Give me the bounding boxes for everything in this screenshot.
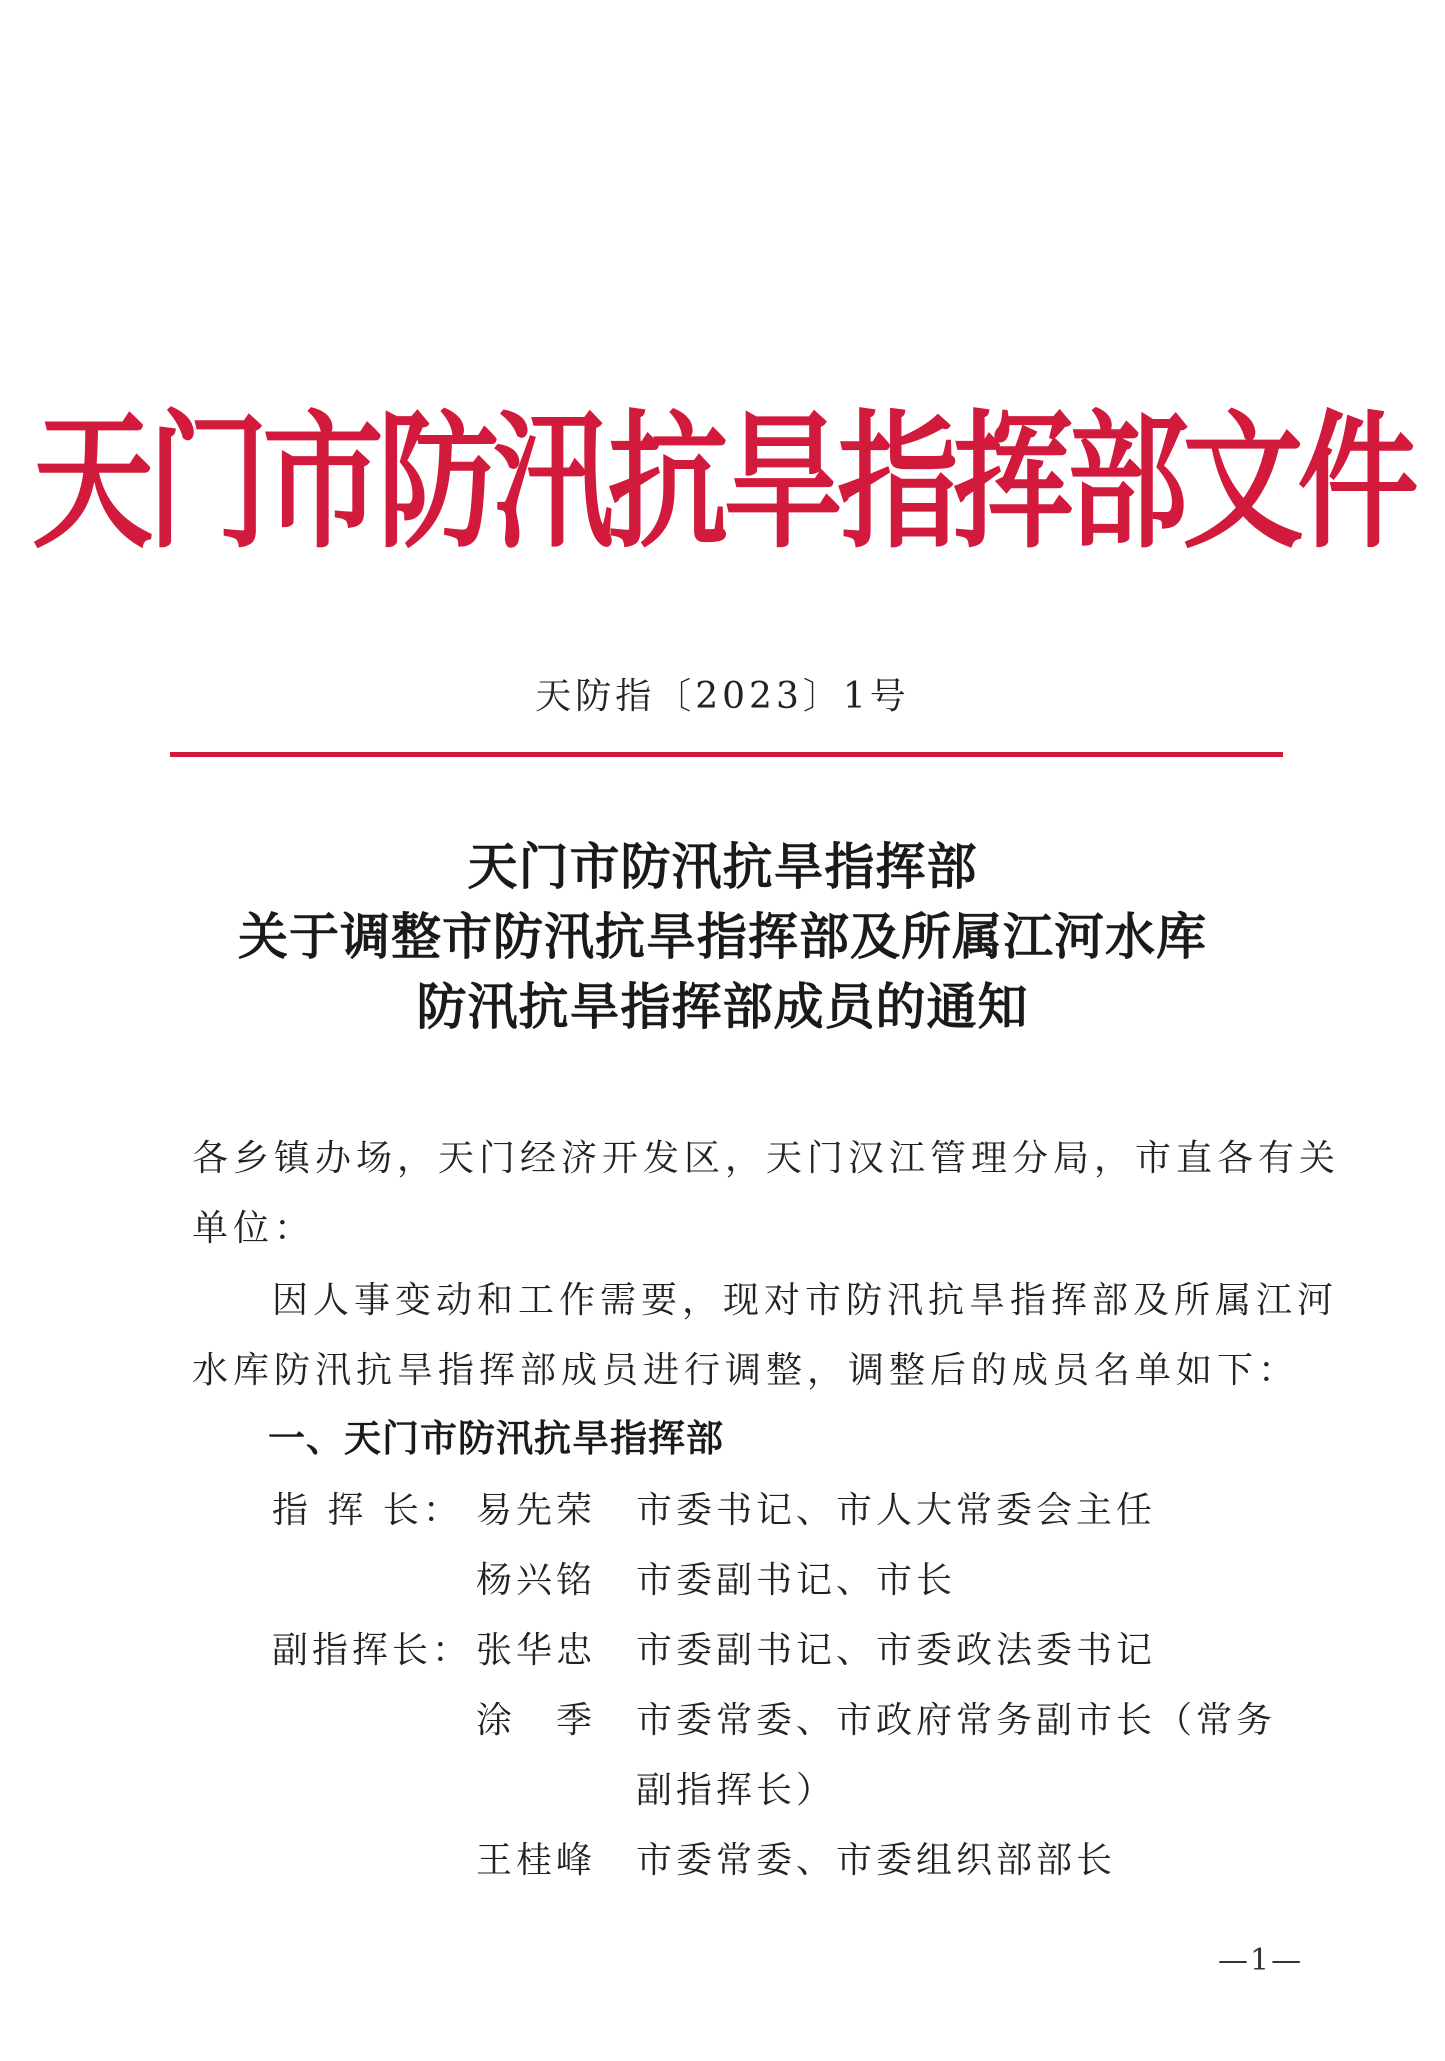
addressee-line-2: 单位： xyxy=(192,1208,316,1249)
member-name: 杨兴铭 xyxy=(476,1560,597,1601)
red-divider-line xyxy=(170,752,1283,757)
title-line-1: 天门市防汛抗旱指挥部 xyxy=(467,837,978,896)
member-name: 涂 季 xyxy=(476,1700,597,1741)
member-post: 副指挥长） xyxy=(636,1770,837,1811)
member-post: 市委常委、市政府常务副市长（常务 xyxy=(636,1700,1277,1741)
member-name: 王桂峰 xyxy=(476,1840,597,1881)
member-post: 市委副书记、市长 xyxy=(636,1560,957,1601)
notice-title xyxy=(0,832,1445,1042)
document-number: 天防指〔2023〕1号 xyxy=(535,676,910,717)
member-post: 市委副书记、市委政法委书记 xyxy=(636,1630,1157,1671)
page-number: —1— xyxy=(1218,1943,1304,1978)
masthead-title: 天门市防汛抗旱指挥部文件 xyxy=(32,394,1413,569)
title-line-3: 防汛抗旱指挥部成员的通知 xyxy=(416,977,1029,1036)
intro-line-1: 因人事变动和工作需要，现对市防汛抗旱指挥部及所属江河 xyxy=(272,1280,1339,1321)
member-role: 副指挥长： xyxy=(272,1630,473,1671)
title-line-2: 关于调整市防汛抗旱指挥部及所属江河水库 xyxy=(238,907,1207,966)
member-name: 易先荣 xyxy=(476,1490,597,1531)
member-role: 指 挥 长： xyxy=(272,1490,463,1531)
member-post: 市委书记、市人大常委会主任 xyxy=(636,1490,1157,1531)
intro-line-2: 水库防汛抗旱指挥部成员进行调整，调整后的成员名单如下： xyxy=(192,1350,1300,1391)
addressee-line-1: 各乡镇办场，天门经济开发区，天门汉江管理分局，市直各有关 xyxy=(192,1138,1341,1179)
member-name: 张华忠 xyxy=(476,1630,597,1671)
member-post: 市委常委、市委组织部部长 xyxy=(636,1840,1117,1881)
section-heading: 一、天门市防汛抗旱指挥部 xyxy=(268,1417,724,1460)
